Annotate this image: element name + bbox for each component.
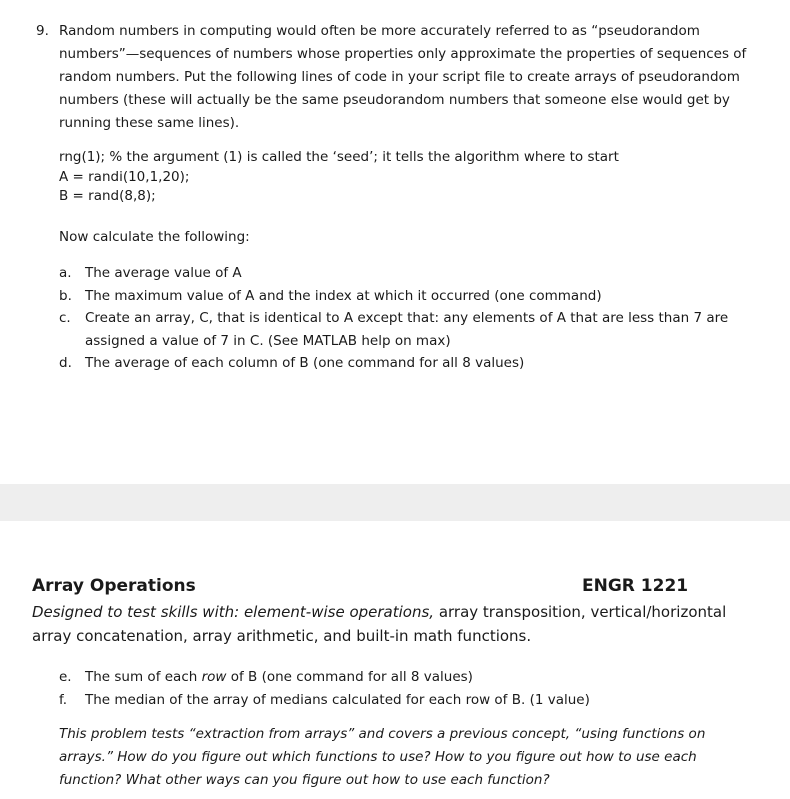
description-rest: array transposition, vertical/horizontal array concatenation, array arithmetic, and built-in math functions. <box>32 603 727 645</box>
item-letter: a. <box>59 265 72 281</box>
section-title: Array Operations <box>32 576 196 596</box>
item-letter: b. <box>59 287 72 304</box>
item-letter: f. <box>59 691 68 708</box>
item-text-part: The median of the array of medians calculated for each row of B. (1 value) <box>85 691 590 708</box>
code-line: B = rand(8,8); <box>59 188 156 204</box>
list-item <box>59 262 749 285</box>
item-text: The average value of A <box>85 265 242 281</box>
list-item <box>59 352 749 375</box>
item-text <box>85 666 749 689</box>
list-item <box>59 307 749 352</box>
question-intro: Random numbers in computing would often be more accurately referred to as “pseudorandom numbers”—sequences of numbers whose properties only approximate the properties of sequences of random numbers. Put the following lines of code in your script file to create arrays of pseudorandom numbers (these will actually be the same pseudorandom numbers that someone else would get by running these same lines). <box>59 23 747 131</box>
section-description <box>32 601 762 648</box>
description-italic: Designed to test skills with: element-wise operations, <box>32 603 435 621</box>
page-break <box>0 484 790 521</box>
list-item <box>59 666 749 689</box>
item-letter: e. <box>59 669 72 685</box>
item-letter: d. <box>59 355 72 371</box>
item-letter: c. <box>59 310 71 326</box>
item-text: Create an array, C, that is identical to A except that: any elements of A that are less than 7 are assigned a value of 7 in C. (See MATLAB help on max) <box>85 310 729 349</box>
item-text <box>85 689 749 712</box>
item-text-part: The sum of each <box>85 669 202 685</box>
item-text-part: of B (one command for all 8 values) <box>226 669 473 685</box>
list-item <box>59 689 749 712</box>
item-text: The average of each column of B (one command for all 8 values) <box>85 355 525 371</box>
question-number: 9. <box>36 23 49 39</box>
question-prompt: Now calculate the following: <box>59 229 250 245</box>
task-list <box>59 666 749 711</box>
page-bottom <box>0 521 790 799</box>
item-text-emphasis: row <box>201 669 227 685</box>
item-text: The maximum value of A and the index at which it occurred (one command) <box>85 287 602 304</box>
code-block <box>59 148 749 207</box>
code-line: rng(1); % the argument (1) is called the ‘seed’; it tells the algorithm where to start <box>59 149 619 165</box>
problem-note: This problem tests “extraction from arrays” and covers a previous concept, “using functions on arrays.” How do you figure out which functions to use? How to you figure out how to use each function? What other ways can you figure out how to use each function? <box>59 726 706 788</box>
code-line: A = randi(10,1,20); <box>59 168 190 185</box>
task-list <box>59 262 749 375</box>
course-code: ENGR 1221 <box>582 576 689 596</box>
list-item <box>59 285 749 308</box>
